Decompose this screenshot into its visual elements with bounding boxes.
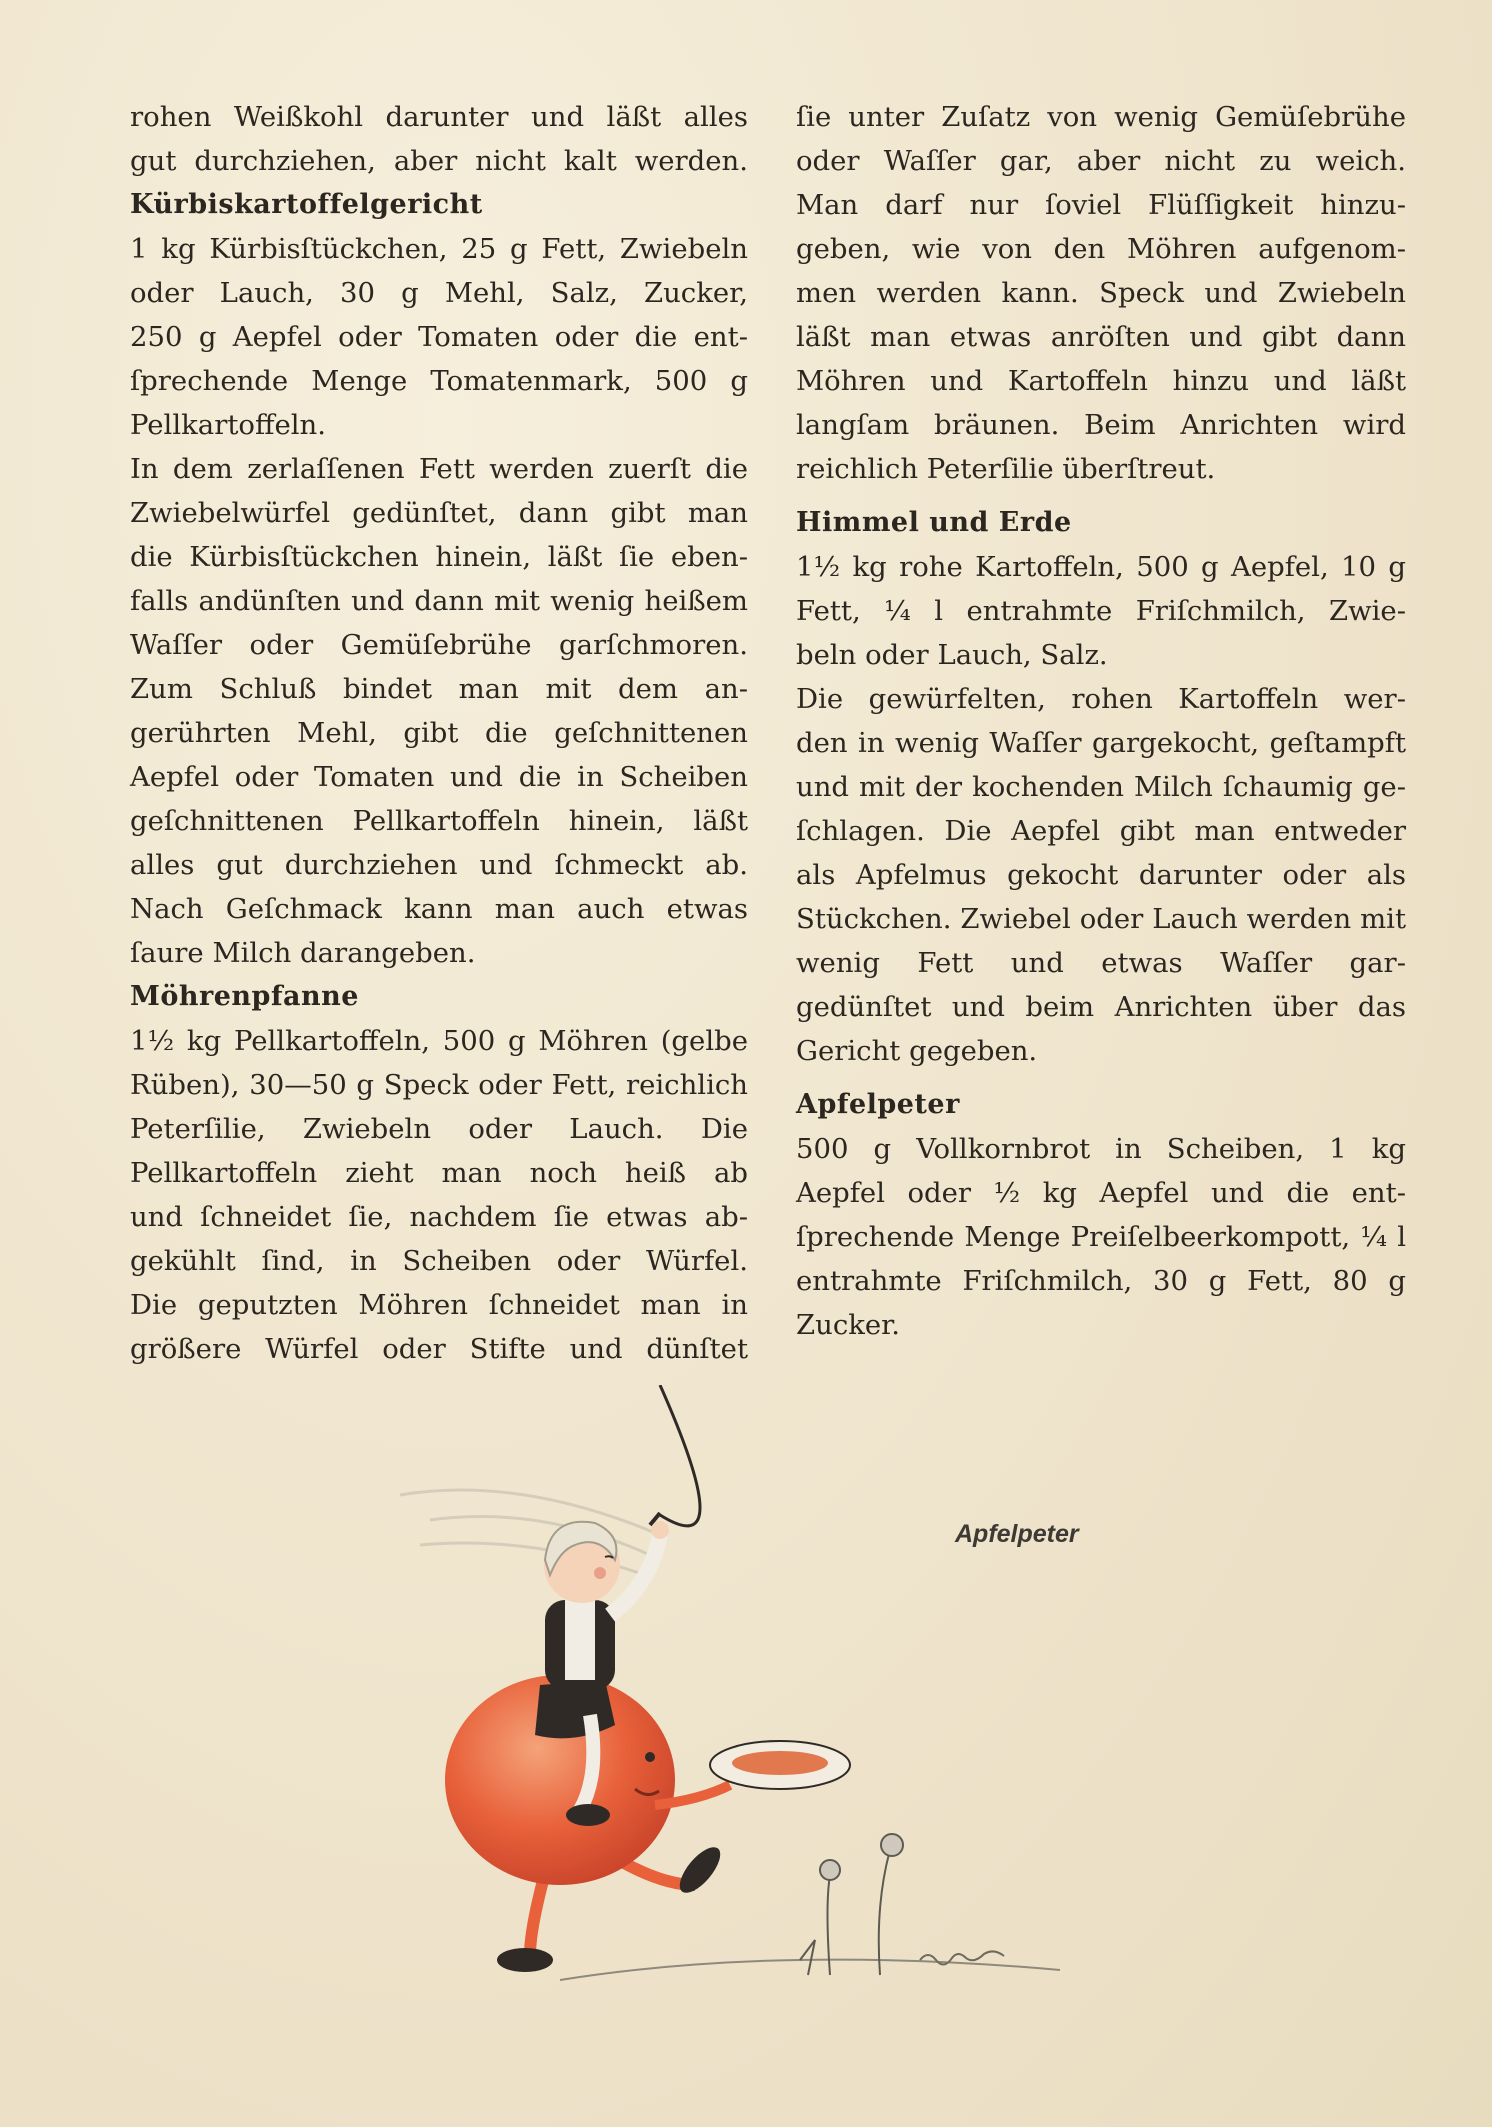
text-line: Peterſilie, Zwiebeln oder Lauch. Die: [130, 1113, 748, 1145]
text-line: gerührten Mehl, gibt die geſchnittenen: [130, 717, 748, 749]
text-line: reichlich Peterſilie überſtreut.: [796, 453, 1216, 485]
text-line: Rüben), 30—50 g Speck oder Fett, reichlich: [130, 1069, 748, 1101]
text-line: gut durchziehen, aber nicht kalt werden.: [130, 145, 748, 177]
flowers: [800, 1834, 903, 1975]
apple-left-shoe: [497, 1948, 553, 1972]
left-text-column: [130, 95, 748, 1371]
text-line: ſchlagen. Die Aepfel gibt man entweder: [796, 815, 1406, 847]
text-line: Möhren und Kartoffeln hinzu und läßt: [796, 365, 1406, 397]
text-line: 250 g Aepfel oder Tomaten oder die ent-: [130, 321, 748, 353]
text-line: langſam bräunen. Beim Anrichten wird: [796, 409, 1406, 441]
text-line: Waſſer oder Gemüſebrühe garſchmoren.: [130, 629, 748, 661]
plate-soup: [732, 1751, 828, 1775]
text-line: 1½ kg rohe Kartoffeln, 500 g Aepfel, 10 g: [796, 551, 1406, 583]
text-line: Nach Geſchmack kann man auch etwas: [130, 893, 748, 925]
text-line: Aepfel oder ½ kg Aepfel und die ent-: [796, 1177, 1406, 1209]
text-line: ſaure Milch darangeben.: [130, 937, 476, 969]
text-line: läßt man etwas anröſten und gibt dann: [796, 321, 1406, 353]
recipe-heading: Himmel und Erde: [796, 507, 1072, 538]
text-line: Stückchen. Zwiebel oder Lauch werden mit: [796, 903, 1406, 935]
text-line: Fett, ¼ l entrahmte Friſchmilch, Zwie-: [796, 595, 1406, 627]
text-line: Die geputzten Möhren ſchneidet man in: [130, 1289, 748, 1321]
text-line: beln oder Lauch, Salz.: [796, 639, 1108, 671]
text-line: Man darf nur ſoviel Flüſſigkeit hinzu-: [796, 189, 1406, 221]
text-line: 1½ kg Pellkartoffeln, 500 g Möhren (gelbe: [130, 1025, 748, 1057]
text-line: und ſchneidet ſie, nachdem ſie etwas ab-: [130, 1201, 748, 1233]
text-line: falls andünſten und dann mit wenig heißem: [130, 585, 748, 617]
text-line: und mit der kochenden Milch ſchaumig ge-: [796, 771, 1406, 803]
right-text-column: [796, 95, 1406, 1347]
text-line: rohen Weißkohl darunter und läßt alles: [130, 101, 748, 133]
text-line: den in wenig Waſſer gargekocht, geſtampft: [796, 727, 1406, 759]
whip: [660, 1385, 700, 1526]
text-line: geben, wie von den Möhren aufgenom-: [796, 233, 1406, 265]
text-line: Gericht gegeben.: [796, 1035, 1038, 1067]
text-line: 1 kg Kürbisſtückchen, 25 g Fett, Zwiebeln: [130, 233, 748, 265]
text-line: men werden kann. Speck und Zwiebeln: [796, 277, 1406, 309]
text-line: ſprechende Menge Preiſelbeerkompott, ¼ l: [796, 1221, 1406, 1253]
text-line: gekühlt ſind, in Scheiben oder Würfel.: [130, 1245, 748, 1277]
text-line: alles gut durchziehen und ſchmeckt ab.: [130, 849, 748, 881]
text-line: Pellkartoffeln zieht man noch heiß ab: [130, 1157, 748, 1189]
text-line: Aepfel oder Tomaten und die in Scheiben: [130, 761, 748, 793]
recipe-heading: Apfelpeter: [796, 1089, 960, 1120]
motion-lines: [400, 1490, 660, 1575]
text-line: Zwiebelwürfel gedünſtet, dann gibt man: [130, 497, 748, 529]
text-line: oder Lauch, 30 g Mehl, Salz, Zucker,: [130, 277, 748, 309]
text-line: die Kürbisſtückchen hinein, läßt ſie eben-: [130, 541, 748, 573]
text-line: In dem zerlaſſenen Fett werden zuerſt die: [130, 453, 748, 485]
text-line: Die gewürfelten, rohen Kartoffeln wer-: [796, 683, 1406, 715]
recipe-heading: Kürbiskartoffelgericht: [130, 189, 483, 220]
text-line: größere Würfel oder Stifte und dünſtet: [130, 1333, 748, 1365]
apfelpeter-illustration: [360, 1385, 1200, 1985]
text-line: entrahmte Friſchmilch, 30 g Fett, 80 g: [796, 1265, 1406, 1297]
illustration-caption: Apfelpeter: [955, 1520, 1079, 1548]
text-line: gedünſtet und beim Anrichten über das: [796, 991, 1406, 1023]
text-line: Zum Schluß bindet man mit dem an-: [130, 673, 748, 705]
recipe-heading: Möhrenpfanne: [130, 981, 359, 1012]
text-line: 500 g Vollkornbrot in Scheiben, 1 kg: [796, 1133, 1406, 1165]
text-line: Zucker.: [796, 1309, 901, 1341]
text-line: als Apfelmus gekocht darunter oder als: [796, 859, 1406, 891]
text-line: Pellkartoffeln.: [130, 409, 327, 441]
text-line: oder Waſſer gar, aber nicht zu weich.: [796, 145, 1406, 177]
text-line: ſie unter Zuſatz von wenig Gemüſebrühe: [796, 101, 1406, 133]
text-line: ſprechende Menge Tomatenmark, 500 g: [130, 365, 748, 397]
apple-right-shoe: [673, 1841, 727, 1899]
text-line: wenig Fett und etwas Waſſer gar-: [796, 947, 1406, 979]
text-line: geſchnittenen Pellkartoffeln hinein, läßt: [130, 805, 748, 837]
